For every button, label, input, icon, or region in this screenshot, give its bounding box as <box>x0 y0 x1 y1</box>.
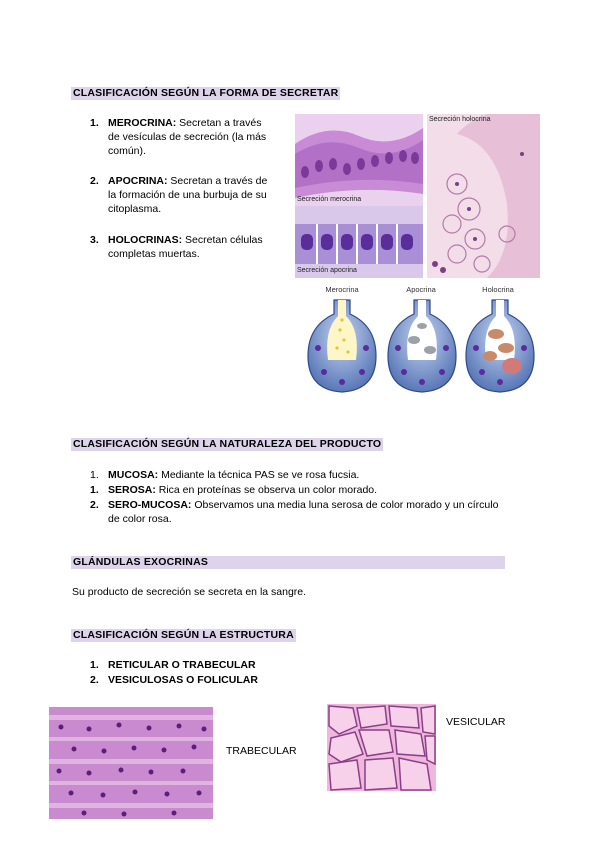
list-item-merocrina <box>90 116 285 161</box>
micrograph-holocrina <box>427 114 540 278</box>
item-term: SEROSA: <box>108 484 156 496</box>
diagram-label-holocrina: Holocrina <box>482 285 514 294</box>
list-item-holocrinas <box>90 233 285 263</box>
diagram-label-merocrina: Merocrina <box>325 285 359 294</box>
item-text: Mediante la técnica PAS se ve rosa fucsia. <box>158 469 360 481</box>
exocrinas-text: Su producto de secreción se secreta en la sangre. <box>72 586 307 598</box>
item-term: MUCOSA: <box>108 469 159 481</box>
diagram-label-apocrina: Apocrina <box>406 285 436 294</box>
micrograph-merocrina <box>295 114 423 206</box>
list-item-apocrina <box>90 174 285 219</box>
item-text: Secretan a través de <box>167 175 268 187</box>
item-text: Rica en proteínas se observa un color morado. <box>155 484 378 496</box>
item-text: VESICULOSAS O FOLICULAR <box>108 674 258 686</box>
micrograph-trabecular <box>49 707 213 819</box>
item-text: Secretan a través <box>176 117 262 129</box>
item-text: citoplasma. <box>108 203 162 215</box>
label-trabecular: TRABECULAR <box>226 745 297 757</box>
label-secrecion-holocrina: Secreción holocrina <box>429 116 491 123</box>
item-term: MEROCRINA: <box>108 117 177 129</box>
gland-diagram <box>300 296 540 394</box>
label-secrecion-merocrina: Secreción merocrina <box>297 196 362 203</box>
section-title-forma: CLASIFICACIÓN SEGÚN LA FORMA DE SECRETAR <box>73 87 339 99</box>
item-term: SERO-MUCOSA: <box>108 499 192 511</box>
item-term: APOCRINA: <box>108 175 168 187</box>
list-item-serosa <box>90 483 530 497</box>
list-item-mucosa <box>90 468 530 482</box>
item-text: completas muertas. <box>108 248 200 260</box>
item-term: HOLOCRINAS: <box>108 234 183 246</box>
item-number: 1. <box>90 117 99 129</box>
item-text: común). <box>108 145 146 157</box>
item-text: de vesículas de secreción (la más <box>108 131 267 143</box>
list-item-reticular <box>90 658 390 672</box>
item-number: 2. <box>90 674 99 686</box>
micrograph-apocrina <box>295 206 423 278</box>
item-text: Observamos una media luna serosa de color morado y un círculo <box>191 499 499 511</box>
item-number: 3. <box>90 234 99 246</box>
list-item-vesiculosas <box>90 673 390 687</box>
section-title-exocrinas: GLÁNDULAS EXOCRINAS <box>71 556 505 569</box>
item-text: la formación de una burbuja de su <box>108 189 267 201</box>
item-text: Secretan células <box>182 234 263 246</box>
item-number: 1. <box>90 659 99 671</box>
list-item-sero-mucosa <box>90 498 530 526</box>
item-number: 1. <box>90 469 99 481</box>
label-vesicular: VESICULAR <box>446 716 506 728</box>
item-text: RETICULAR O TRABECULAR <box>108 659 256 671</box>
label-secrecion-apocrina: Secreción apocrina <box>297 267 357 274</box>
micrograph-vesicular <box>327 704 436 791</box>
section-title-estructura: CLASIFICACIÓN SEGÚN LA ESTRUCTURA <box>73 629 294 641</box>
item-number: 2. <box>90 499 99 511</box>
item-number: 2. <box>90 175 99 187</box>
item-text: de color rosa. <box>108 513 172 525</box>
section-title-naturaleza: CLASIFICACIÓN SEGÚN LA NATURALEZA DEL PRODUCTO <box>73 438 382 450</box>
item-number: 1. <box>90 484 99 496</box>
